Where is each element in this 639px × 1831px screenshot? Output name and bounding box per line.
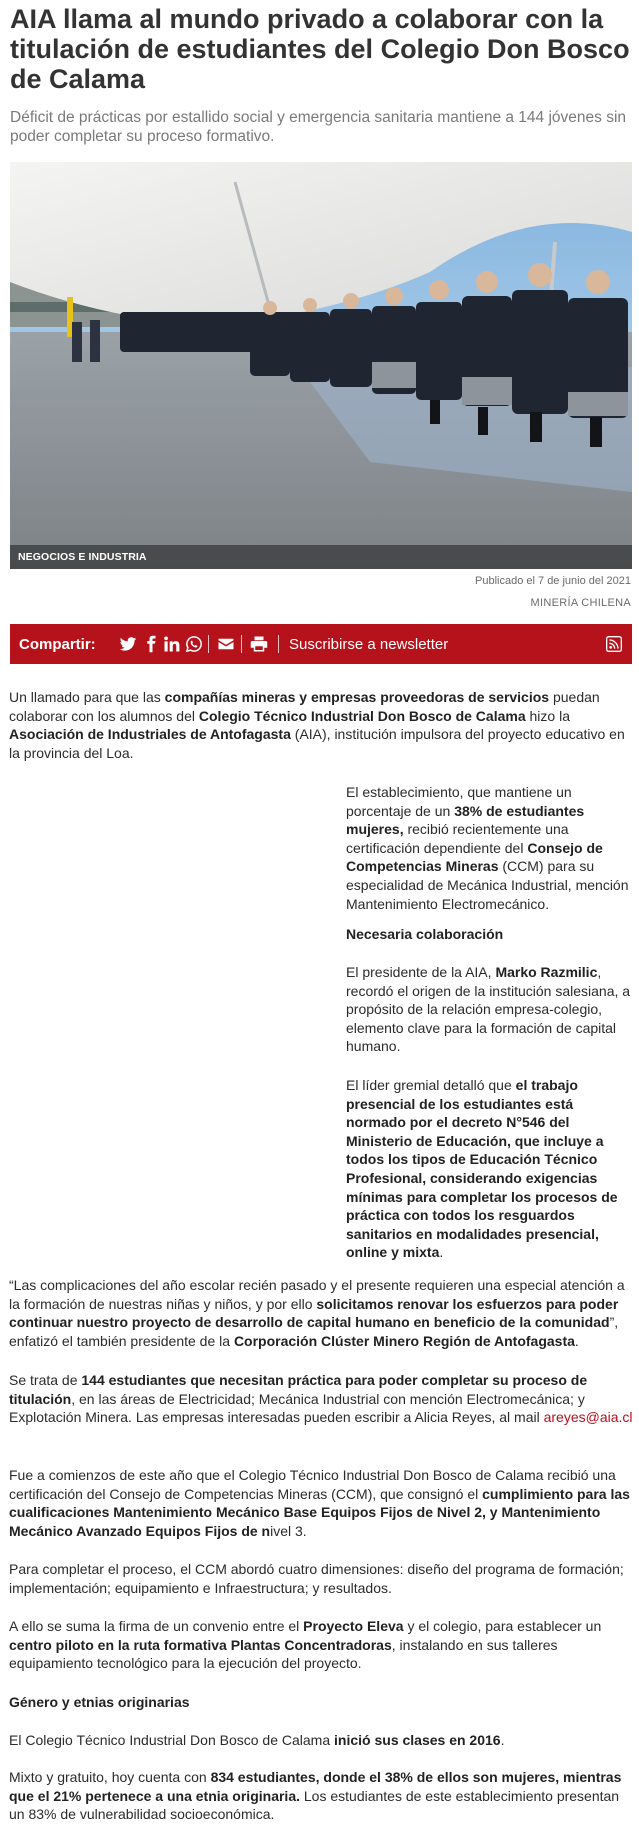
text-run: (AIA), institución impulsora del proyecto educativo en la provincia del Loa. xyxy=(9,726,625,761)
article-title: AIA llama al mundo privado a colaborar con la titulación de estudiantes del Colegio Don Bosco de Calama xyxy=(10,4,630,94)
section-heading: Género y etnias originarias xyxy=(9,1694,190,1710)
text-run: recibió recientemente una certificación dependiente del xyxy=(346,821,569,856)
text-run: Se trata de xyxy=(9,1372,82,1388)
bold-text: 38% de estudiantes mujeres, xyxy=(346,802,585,838)
text-run: “Las complicaciones del año escolar recién pasado y el presente requieren una especial atención a la formación de nuestras niñas y niños, y por ello xyxy=(9,1277,625,1312)
rss-icon[interactable] xyxy=(606,636,622,652)
publish-date: Publicado el 7 de junio del 2021 xyxy=(475,575,631,587)
text-run: Fue a comienzos de este año que el Colegio Técnico Industrial Don Bosco de Calama recibió una certificación del Consejo de Competencias Mineras (CCM), que consignó el xyxy=(9,1467,616,1502)
bold-text: 144 estudiantes que necesitan práctica para poder completar su proceso de titulación xyxy=(9,1372,588,1407)
bold-text: cumplimiento para las cualificaciones Mantenimiento Mecánico Base Equipos Fijos de Nivel 2, y Mantenimiento Mecánico Avanzado Equipos Fijos de n xyxy=(9,1485,630,1539)
paragraph xyxy=(346,783,634,913)
email-icon[interactable] xyxy=(217,635,235,653)
bold-text: Consejo de Competencias Mineras xyxy=(346,839,603,875)
text-run: , recordó el origen de la institución salesiana, a propósito de la relación empresa-colegio, elemento clave para la formación de capital humano. xyxy=(346,964,631,1055)
linkedin-icon[interactable] xyxy=(163,635,181,653)
bold-text: compañías mineras y empresas proveedoras de servicios xyxy=(164,689,550,705)
text-run: A ello se suma la firma de un convenio entre el xyxy=(9,1618,304,1634)
share-separator xyxy=(278,635,279,653)
bold-text: inició sus clases en 2016 xyxy=(334,1732,501,1748)
text-run: ivel 3. xyxy=(270,1522,307,1539)
paragraph xyxy=(9,1560,633,1597)
text-run: . xyxy=(574,1332,579,1349)
text-run: hizo la xyxy=(525,707,570,724)
text-run: . xyxy=(439,1244,444,1261)
bold-text: Marko Razmilic xyxy=(495,964,598,980)
share-separator xyxy=(241,635,242,653)
share-bar xyxy=(10,624,632,664)
text-run: . xyxy=(500,1732,505,1748)
text-run: Los estudiantes de este establecimiento presentan un 83% de vulnerabilidad socioeconómica. xyxy=(9,1787,620,1823)
share-label: Compartir: xyxy=(19,636,96,653)
newsletter-link[interactable]: Suscribirse a newsletter xyxy=(289,636,449,653)
category-tag-label: NEGOCIOS E INDUSTRIA xyxy=(18,551,147,563)
email-link[interactable]: areyes@aia.cl xyxy=(543,1409,633,1426)
students-ceremony-photo xyxy=(10,162,632,569)
text-run: puedan colaborar con los alumnos del xyxy=(9,689,600,724)
paragraph xyxy=(346,963,634,1056)
text-run: El líder gremial detalló que xyxy=(346,1077,516,1093)
bold-text: el trabajo presencial de los estudiantes está normado por el decreto N°546 del Ministerio de Educación, que incluye a todos los tipos de Educación Técnico Profesional, considerando exigencias mínimas para completar los procesos de práctica con todos los resguardos sanitarios en modalidades presencial, online y mixta xyxy=(346,1077,618,1261)
paragraph xyxy=(9,1617,633,1673)
share-separator xyxy=(208,635,209,653)
section-heading: Necesaria colaboración xyxy=(346,926,504,942)
text-run: ”, enfatizó el también presidente de la xyxy=(9,1314,619,1349)
bold-text: Proyecto Eleva xyxy=(303,1618,404,1634)
facebook-icon[interactable] xyxy=(142,635,160,653)
text-run: El establecimiento, que mantiene un porcentaje de un xyxy=(346,784,572,819)
text-run: (CCM) para su especialidad de Mecánica Industrial, mención Mantenimiento Electromecánico. xyxy=(346,858,629,912)
text-run: El presidente de la AIA, xyxy=(346,964,496,980)
paragraph xyxy=(9,688,633,762)
category-tag[interactable] xyxy=(10,545,632,569)
print-icon[interactable] xyxy=(250,635,268,653)
text-run: y el colegio, para establecer un xyxy=(403,1618,602,1634)
article-subtitle: Déficit de prácticas por estallido social y emergencia sanitaria mantiene a 144 jóvenes sin poder completar su proceso formativo. xyxy=(10,109,627,145)
paragraph xyxy=(346,1076,634,1262)
hero-image xyxy=(10,162,632,569)
paragraph xyxy=(9,1768,633,1824)
text-run: Para completar el proceso, el CCM abordó cuatro dimensiones: diseño del programa de formación; implementación; equipamiento e Infraestructura; y resultados. xyxy=(9,1561,624,1596)
paragraph xyxy=(9,1276,633,1350)
text-run: El Colegio Técnico Industrial Don Bosco de Calama xyxy=(9,1732,335,1748)
paragraph xyxy=(9,1731,633,1750)
text-run: , instalando en sus talleres equipamiento tecnológico para la ejecución del proyecto. xyxy=(9,1636,558,1672)
text-run: Un llamado para que las xyxy=(9,689,165,705)
bold-text: Colegio Técnico Industrial Don Bosco de Calama xyxy=(198,707,526,724)
text-run: Mixto y gratuito, hoy cuenta con xyxy=(9,1769,211,1785)
bold-text: Corporación Clúster Minero Región de Antofagasta xyxy=(233,1332,575,1349)
whatsapp-icon[interactable] xyxy=(185,635,203,653)
bold-text: 834 estudiantes, donde el 38% de ellos son mujeres, mientras que el 21% pertenece a una etnia originaria. xyxy=(9,1769,622,1804)
source-label: MINERÍA CHILENA xyxy=(530,597,631,609)
twitter-icon[interactable] xyxy=(119,635,137,653)
bold-text: centro piloto en la ruta formativa Plantas Concentradoras xyxy=(9,1636,392,1653)
paragraph xyxy=(9,1466,633,1540)
bold-text: solicitamos renovar los esfuerzos para poder continuar nuestro proyecto de desarrollo de capital humano en beneficio de la comunidad xyxy=(9,1295,619,1331)
paragraph xyxy=(9,1371,633,1427)
bold-text: Asociación de Industriales de Antofagasta xyxy=(9,726,291,743)
text-run: , en las áreas de Electricidad; Mecánica Industrial con mención Electromecánica; y Explotación Minera. Las empresas interesadas pueden escribir a Alicia Reyes, al mail xyxy=(9,1390,585,1426)
